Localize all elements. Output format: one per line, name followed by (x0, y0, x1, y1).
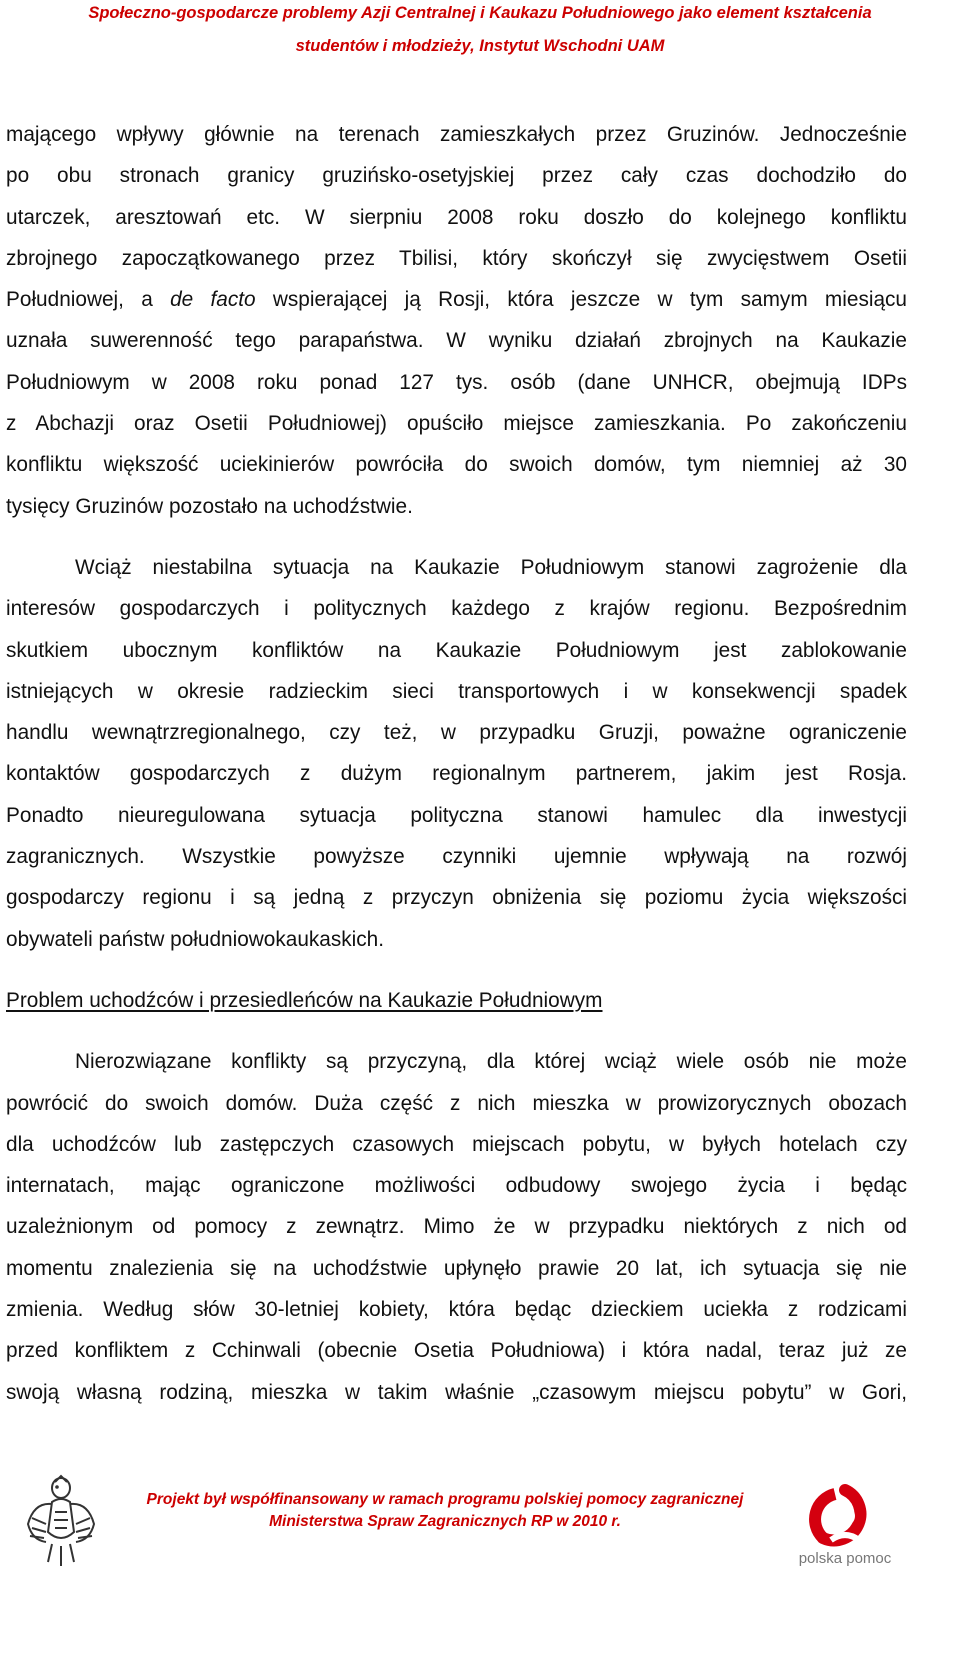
text-line: mającego wpływy głównie na terenach zamieszkałych przez Gruzinów. Jednocześnie (6, 123, 907, 146)
header-title-line-2: studentów i młodzieży, Instytut Wschodni UAM (295, 37, 665, 55)
paragraph-1 (6, 114, 907, 527)
text-line: przed konfliktem z Cchinwali (obecnie Osetia Południowa) i która nadal, teraz już ze (6, 1339, 907, 1363)
text-line: skutkiem ubocznym konfliktów na Kaukazie Południowym jest zablokowanie (6, 638, 907, 662)
italic-term: de facto (170, 288, 256, 312)
text-line: uznała suwerenność tego parapaństwa. W wyniku działań zbrojnych na Kaukazie (6, 329, 907, 353)
text-line: Nierozwiązane konflikty są przyczyną, dla której wciąż wiele osób nie może (75, 1050, 907, 1074)
paragraph-2 (6, 547, 907, 960)
text-line: utarczek, aresztowań etc. W sierpniu 2008 roku doszło do kolejnego konfliktu (6, 205, 907, 229)
footer-funding-line-2: Ministerstwa Spraw Zagranicznych RP w 2010 r. (269, 1513, 621, 1530)
text-line: Południowym w 2008 roku ponad 127 tys. osób (dane UNHCR, obejmują IDPs (6, 370, 907, 394)
text-line: interesów gospodarczych i politycznych każdego z krajów regionu. Bezpośrednim (6, 597, 907, 621)
text-line: gospodarczy regionu i są jedną z przyczyn obniżenia się poziomu życia większości (6, 886, 907, 910)
eagle-emblem-icon (22, 1472, 100, 1570)
text-line: zagranicznych. Wszystkie powyższe czynniki ujemnie wpływają na rozwój (6, 845, 907, 869)
header-title-line-1: Społeczno-gospodarcze problemy Azji Centralnej i Kaukazu Południowego jako element kształcenia (88, 4, 872, 22)
text-line: po obu stronach granicy gruzińsko-osetyjskiej przez cały czas dochodziło do (6, 164, 907, 188)
text-line: handlu wewnątrzregionalnego, czy też, w przypadku Gruzji, poważne ograniczenie (6, 721, 907, 745)
page-header (0, 0, 960, 66)
text-line: uzależnionym od pomocy z zewnątrz. Mimo że w przypadku niektórych z nich od (6, 1215, 907, 1239)
footer-funding-line-1: Projekt był współfinansowany w ramach programu polskiej pomocy zagranicznej (146, 1491, 744, 1508)
text-line: Wciąż niestabilna sytuacja na Kaukazie Południowym stanowi zagrożenie dla (75, 555, 907, 579)
section-heading (6, 980, 907, 1021)
text-line: obywateli państw południowokaukaskich. (6, 927, 385, 951)
text-line: internatach, mając ograniczone możliwości odbudowy swojego życia i będąc (6, 1174, 907, 1198)
text-line (6, 279, 907, 320)
text-run: Południowej, a (6, 288, 171, 312)
text-line: kontaktów gospodarczych z dużym regionalnym partnerem, jakim jest Rosja. (6, 762, 907, 786)
page-footer (0, 1472, 960, 1662)
text-line: zmienia. Według słów 30-letniej kobiety, która będąc dzieckiem uciekła z rodzicami (6, 1298, 907, 1322)
text-line: tysięcy Gruzinów pozostało na uchodźstwie. (6, 494, 413, 518)
text-line: dla uchodźców lub zastępczych czasowych miejscach pobytu, w byłych hotelach czy (6, 1132, 907, 1156)
text-line: istniejących w okresie radzieckim sieci transportowych i w konsekwencji spadek (6, 679, 907, 703)
section-heading-text: Problem uchodźców i przesiedleńców na Kaukazie Południowym (6, 988, 603, 1012)
document-body (6, 114, 907, 1413)
paragraph-3 (6, 1041, 907, 1413)
text-line: Ponadto nieuregulowana sytuacja polityczna stanowi hamulec dla inwestycji (6, 803, 907, 827)
text-line: zbrojnego zapoczątkowanego przez Tbilisi, który skończył się zwycięstwem Osetii (6, 246, 907, 270)
text-run: wspierającej ją Rosji, która jeszcze w tym samym miesiącu (255, 288, 907, 312)
text-line: konfliktu większość uciekinierów powróciła do swoich domów, tym niemniej aż 30 (6, 453, 907, 477)
text-line: swoją własną rodziną, mieszka w takim właśnie „czasowym miejscu pobytu” w Gori, (6, 1380, 907, 1404)
text-line: z Abchazji oraz Osetii Południowej) opuściło miejsce zamieszkania. Po zakończeniu (6, 412, 907, 436)
text-line: momentu znalezienia się na uchodźstwie upłynęło prawie 20 lat, ich sytuacja się nie (6, 1256, 907, 1280)
polska-pomoc-label: polska pomoc (798, 1550, 892, 1567)
text-line: powrócić do swoich domów. Duża część z nich mieszka w prowizorycznych obozach (6, 1091, 907, 1115)
